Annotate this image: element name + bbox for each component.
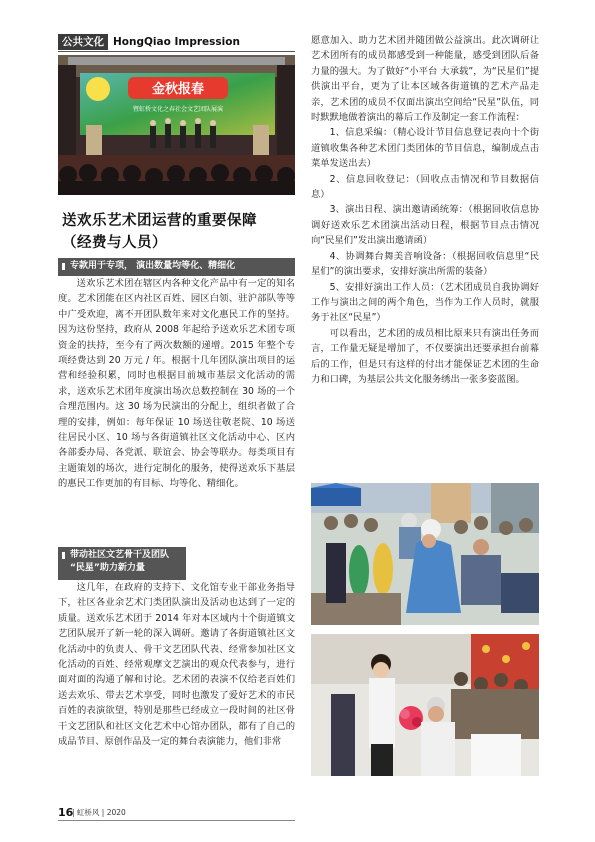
- workflow-step-3: 3、演出日程、演出邀请函统筹：（根据回收信息协调好送欢乐艺术团演出活动日程，根据节目点击情况向“民星们”发出演出邀请函）: [311, 204, 539, 247]
- stage-performance-photo: [58, 55, 295, 195]
- page-number: 16: [58, 806, 74, 819]
- workflow-step-4: 4、协调舞台舞美音响设备：（根据回收信息里“民星们”的演出要求，安排好演出所需的装备）: [311, 250, 539, 278]
- section2-heading-line1: 带动社区文艺骨干及团队: [70, 550, 170, 560]
- footer-divider: [58, 820, 295, 821]
- article-title-line2: （经费与人员）: [62, 235, 167, 251]
- workflow-step-5: 5、安排好演出工作人员：（艺术团成员自我协调好工作与演出之间的两个角色，当作为工作人员时，就服务于社区“民星”）: [311, 281, 539, 324]
- header-divider: [58, 51, 295, 52]
- banner-subtitle: 暨虹桥文化之春社会文艺团队展演: [132, 106, 224, 113]
- conclusion-paragraph: 可以看出，艺术团的成员相比原来只有演出任务而言，工作量无疑是增加了，不仅要演出还要承担台前幕后的工作，但是只有这样的付出才能保证艺术团的生命力和口碑，为基层公共文化服务绣出一张多姿蓝图。: [311, 327, 539, 385]
- section1-body: [58, 276, 295, 492]
- flower-presentation-photo: [311, 634, 539, 776]
- article-title: [62, 210, 294, 254]
- section2-heading-line2: “民星”助力新力量: [70, 563, 145, 573]
- workflow-step-2: 2、信息回收登记：（回收点击情况和节目数据信息）: [311, 173, 539, 201]
- section1-paragraph: 送欢乐艺术团在辖区内各种文化产品中有一定的知名度。艺术团能在区内社区百姓、园区白领、驻沪部队等等中广受欢迎，离不开团队数年来对文化惠民工作的坚持。因为这份坚持，政府从 2008 年起给予送欢乐艺术团专项资金的扶持，至今有了两次数额的递增。2015 年整个专项经费达到 20 万元 / 年。根据十几年团队演出项目的运营和经验积累，同时也根据目前城市基层文化活动的需求，送欢乐艺术团年度演出场次总数控制在 30 场的一个合理范围内。这 30 场为民演出的分配上，组织者做了合理的安排，例如：每年保证 10 场送往敬老院、10 场送往居民小区、10 场与各街道镇社区文化活动中心、区内各部委办局、各党派、联谊会、协会等联办。每类项目有主题策划的场次，进行定制化的服务，使得送欢乐下基层的惠民工作更加的有目标、均等化、精细化。: [58, 278, 295, 490]
- banner-text: 金秋报春: [151, 82, 205, 97]
- article-title-line1: 送欢乐艺术团运营的重要保障: [62, 213, 257, 229]
- section2-paragraph-left: 这几年，在政府的支持下、文化馆专业干部业务指导下，社区各业余艺术门类团队演出及活动也达到了一定的质量。送欢乐艺术团于 2014 年对本区域内十个街道镇文艺团队展开了新一轮的深入调研。邀请了各街道镇社区文化活动中的负责人、骨干文艺团队代表、经常参加社区文化活动的百姓、经常观摩文艺演出的观众代表参与，进行面对面的沟通了解和讨论。艺术团的表演不仅给老百姓们送去欢乐、带去艺术享受，同时也激发了爱好艺术的市民百姓的表演欲望，特别是那些已经成立一段时间的社区骨干文艺团队和社区文化艺术中心馆办团队，都有了自己的成品节目、原创作品及一定的舞台表演能力，他们非常: [58, 582, 295, 748]
- outdoor-audience-photo: [311, 483, 539, 625]
- section2-body-left: [58, 580, 295, 749]
- workflow-step-1: 1、信息采编：（精心设计节目信息登记表向十个街道镇收集各种艺术团门类团体的节目信息，编制成点击菜单发送出去）: [311, 127, 539, 170]
- magazine-title: HongQiao Impression: [113, 36, 240, 48]
- section2-paragraph-right: 愿意加入、助力艺术团并随团做公益演出。此次调研让艺术团所有的成员都感受到一种能量，感受到团队后备力量的强大。为了做好“小平台 大承载”，为“民星们”提供演出平台，更为了让本区域各街道镇的艺术产品走亲，艺术团的成员不仅面出演出空间给“民星”队伍，同时默默地做着演出的幕后工作及制定一套工作流程：: [311, 35, 539, 124]
- magazine-source: | 虹桥风 | 2020: [72, 808, 126, 817]
- right-column-text: [311, 33, 539, 387]
- section2-heading: [58, 547, 186, 580]
- section-label: 公共文化: [58, 34, 108, 50]
- section1-heading: 专款用于专项， 演出数量均等化、精细化: [58, 258, 295, 276]
